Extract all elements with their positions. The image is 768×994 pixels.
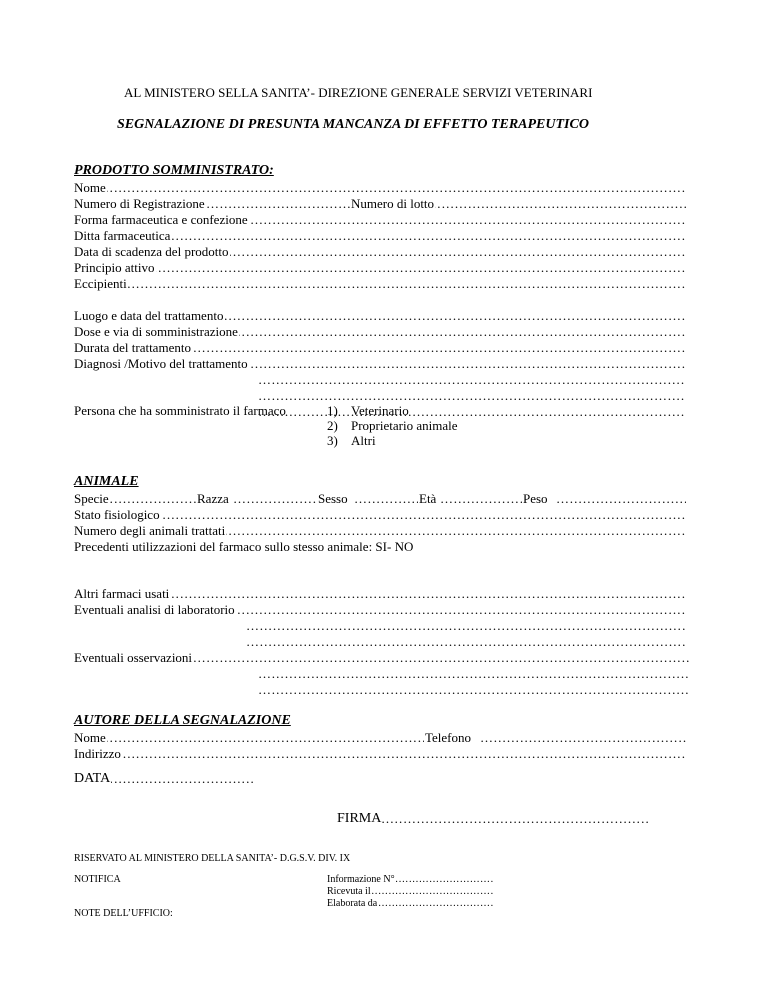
field-sesso[interactable] bbox=[354, 491, 418, 506]
label-durata: Durata del trattamento bbox=[74, 340, 191, 355]
section-heading-autore: AUTORE DELLA SEGNALAZIONE bbox=[74, 713, 291, 728]
field-razza[interactable] bbox=[233, 491, 317, 506]
label-razza: Razza bbox=[197, 491, 229, 506]
label-eccipienti: Eccipienti bbox=[74, 276, 127, 291]
label-altri-farmaci: Altri farmaci usati bbox=[74, 586, 170, 601]
field-diagnosi-line-2[interactable] bbox=[258, 372, 686, 387]
label-numero-animali: Numero degli animali trattati bbox=[74, 523, 226, 538]
field-osservazioni-line-2[interactable] bbox=[258, 666, 690, 681]
label-elaborata: Elaborata da bbox=[327, 898, 378, 909]
option-altri[interactable] bbox=[327, 433, 458, 448]
label-diagnosi: Diagnosi /Motivo del trattamento bbox=[74, 356, 248, 371]
section-heading-prodotto: PRODOTTO SOMMINISTRATO: bbox=[74, 163, 274, 178]
label-forma-farmaceutica: Forma farmaceutica e confezione bbox=[74, 212, 248, 227]
label-notifica: NOTIFICA bbox=[74, 874, 121, 885]
field-diagnosi-line-3[interactable] bbox=[258, 388, 686, 403]
label-numero-registrazione: Numero di Registrazione bbox=[74, 196, 205, 211]
label-peso: Peso bbox=[523, 491, 548, 506]
field-principio-attivo[interactable] bbox=[74, 260, 686, 275]
section-heading-animale: ANIMALE bbox=[74, 474, 139, 489]
field-firma[interactable] bbox=[337, 811, 649, 826]
label-ditta-farmaceutica: Ditta farmaceutica bbox=[74, 228, 171, 243]
field-nome-prodotto[interactable] bbox=[74, 180, 686, 195]
label-luogo-data: Luogo e data del trattamento bbox=[74, 308, 224, 323]
field-diagnosi-line-4[interactable] bbox=[258, 404, 686, 419]
recipient-line: AL MINISTERO SELLA SANITA’- DIREZIONE GENERALE SERVIZI VETERINARI bbox=[124, 85, 593, 100]
label-principio-attivo: Principio attivo bbox=[74, 260, 155, 275]
field-eta[interactable] bbox=[440, 491, 522, 506]
field-numero-lotto[interactable] bbox=[428, 196, 686, 211]
option-label: Veterinario bbox=[351, 403, 409, 418]
field-nome-autore[interactable] bbox=[74, 730, 424, 745]
field-stato-fisiologico[interactable] bbox=[74, 507, 686, 522]
reserved-header: RISERVATO AL MINISTERO DELLA SANITA’- D.G.S.V. DIV. IX bbox=[74, 853, 351, 864]
label-ricevuta: Ricevuta il bbox=[327, 886, 371, 897]
field-analisi-line-2[interactable] bbox=[246, 618, 686, 633]
label-nome-autore: Nome bbox=[74, 730, 106, 745]
option-number: 3) bbox=[327, 433, 338, 448]
label-dose-via: Dose e via di somministrazione bbox=[74, 324, 238, 339]
label-precedenti-utilizzazioni: Precedenti utilizzazioni del farmaco sullo stesso animale: SI- NO bbox=[74, 539, 414, 554]
label-indirizzo: Indirizzo bbox=[74, 746, 121, 761]
field-indirizzo[interactable] bbox=[74, 746, 686, 761]
field-osservazioni-line-3[interactable] bbox=[258, 682, 690, 697]
label-specie: Specie bbox=[74, 491, 109, 506]
field-analisi-line-3[interactable] bbox=[246, 634, 686, 649]
label-firma: FIRMA bbox=[337, 811, 382, 826]
label-eta: Età bbox=[419, 491, 437, 506]
label-sesso: Sesso bbox=[318, 491, 348, 506]
label-data-scadenza: Data di scadenza del prodotto bbox=[74, 244, 229, 259]
option-label: Altri bbox=[351, 433, 376, 448]
label-persona-somministrato: Persona che ha somministrato il farmaco bbox=[74, 403, 286, 418]
option-number: 2) bbox=[327, 418, 338, 433]
form-title: SEGNALAZIONE DI PRESUNTA MANCANZA DI EFFETTO TERAPEUTICO bbox=[117, 117, 589, 132]
field-eccipienti[interactable] bbox=[74, 276, 686, 291]
label-numero-lotto: Numero di lotto bbox=[351, 196, 435, 211]
label-nome-prodotto: Nome bbox=[74, 180, 106, 195]
label-note-ufficio: NOTE DELL’UFFICIO: bbox=[74, 908, 173, 919]
field-telefono[interactable] bbox=[480, 730, 686, 745]
label-data: DATA bbox=[74, 771, 111, 786]
label-telefono: Telefono bbox=[425, 730, 472, 745]
label-stato-fisiologico: Stato fisiologico bbox=[74, 507, 160, 522]
label-analisi-laboratorio: Eventuali analisi di laboratorio bbox=[74, 602, 235, 617]
option-proprietario[interactable] bbox=[327, 418, 458, 433]
option-label: Proprietario animale bbox=[351, 418, 458, 433]
label-osservazioni: Eventuali osservazioni bbox=[74, 650, 193, 665]
option-number: 1) bbox=[327, 403, 338, 418]
field-peso[interactable] bbox=[556, 491, 686, 506]
label-informazione: Informazione N° bbox=[327, 874, 395, 885]
